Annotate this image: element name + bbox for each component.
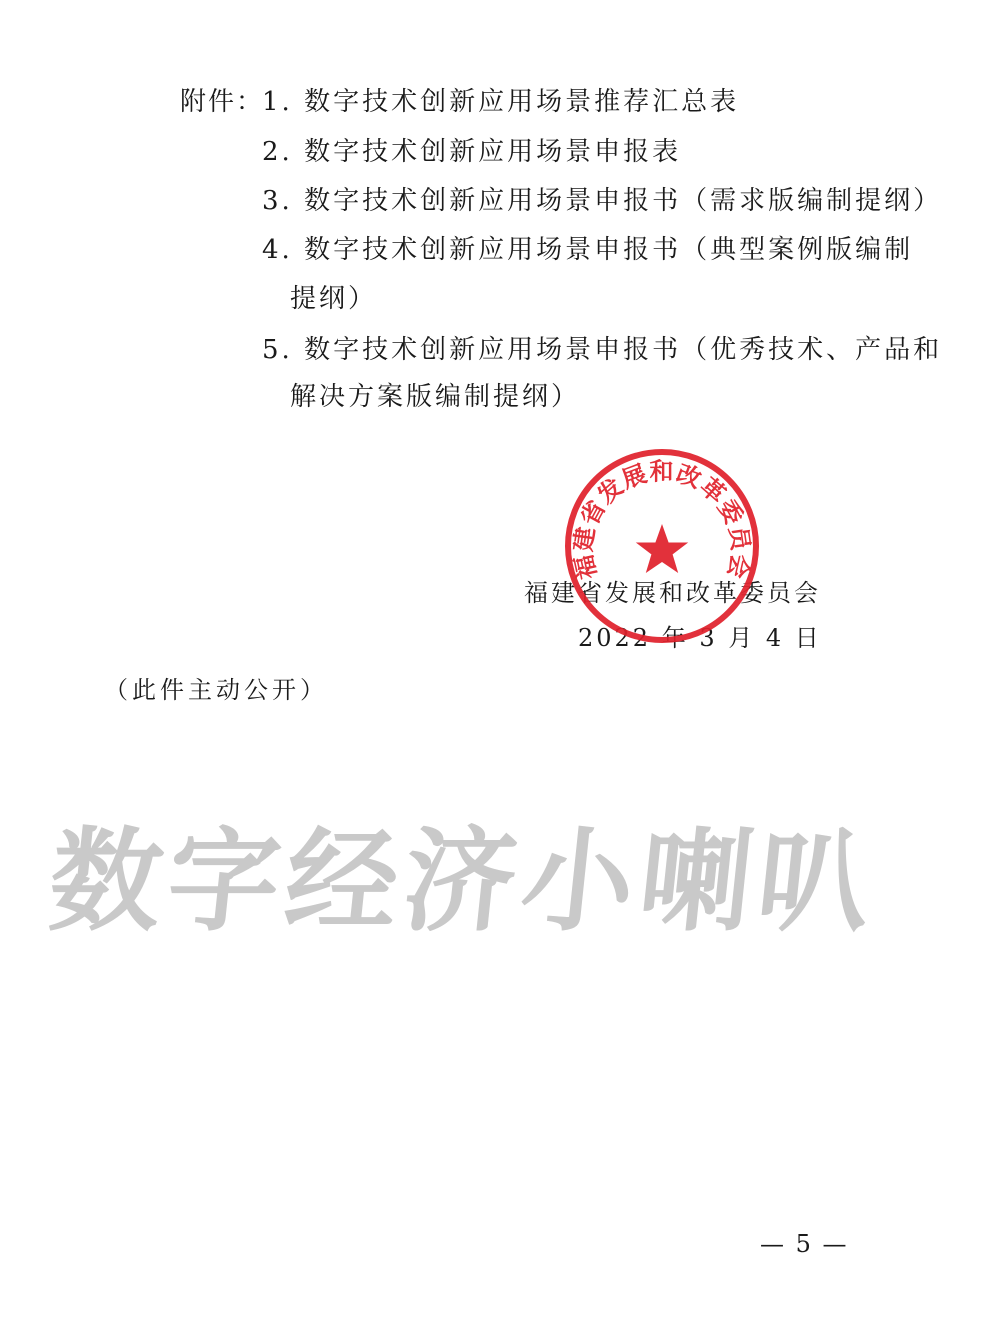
page-number: — 5 — bbox=[760, 1230, 849, 1258]
seal-text: 福建省发展和改革委员会 bbox=[569, 457, 755, 582]
attachment-item-5-continuation: 解决方案版编制提纲） bbox=[290, 382, 581, 412]
attachment-item-2: 2. 数字技术创新应用场景申报表 bbox=[262, 137, 682, 167]
attachment-item-4-continuation: 提纲） bbox=[290, 284, 378, 314]
attachment-item-5: 5. 数字技术创新应用场景申报书（优秀技术、产品和 bbox=[262, 335, 943, 365]
attachment-item-1: 1. 数字技术创新应用场景推荐汇总表 bbox=[262, 87, 740, 117]
seal-star-icon bbox=[636, 524, 688, 573]
attachment-item-3: 3. 数字技术创新应用场景申报书（需求版编制提纲） bbox=[262, 186, 943, 216]
attachments-label: 附件： bbox=[180, 87, 265, 117]
attachment-item-4: 4. 数字技术创新应用场景申报书（典型案例版编制 bbox=[262, 235, 914, 265]
signing-organization: 福建省发展和改革委员会 bbox=[524, 579, 821, 607]
official-seal bbox=[562, 446, 762, 646]
watermark: 数字经济小喇叭 bbox=[43, 817, 883, 947]
disclosure-note: （此件主动公开） bbox=[104, 676, 328, 704]
signing-date: 2022 年 3 月 4 日 bbox=[578, 624, 822, 652]
